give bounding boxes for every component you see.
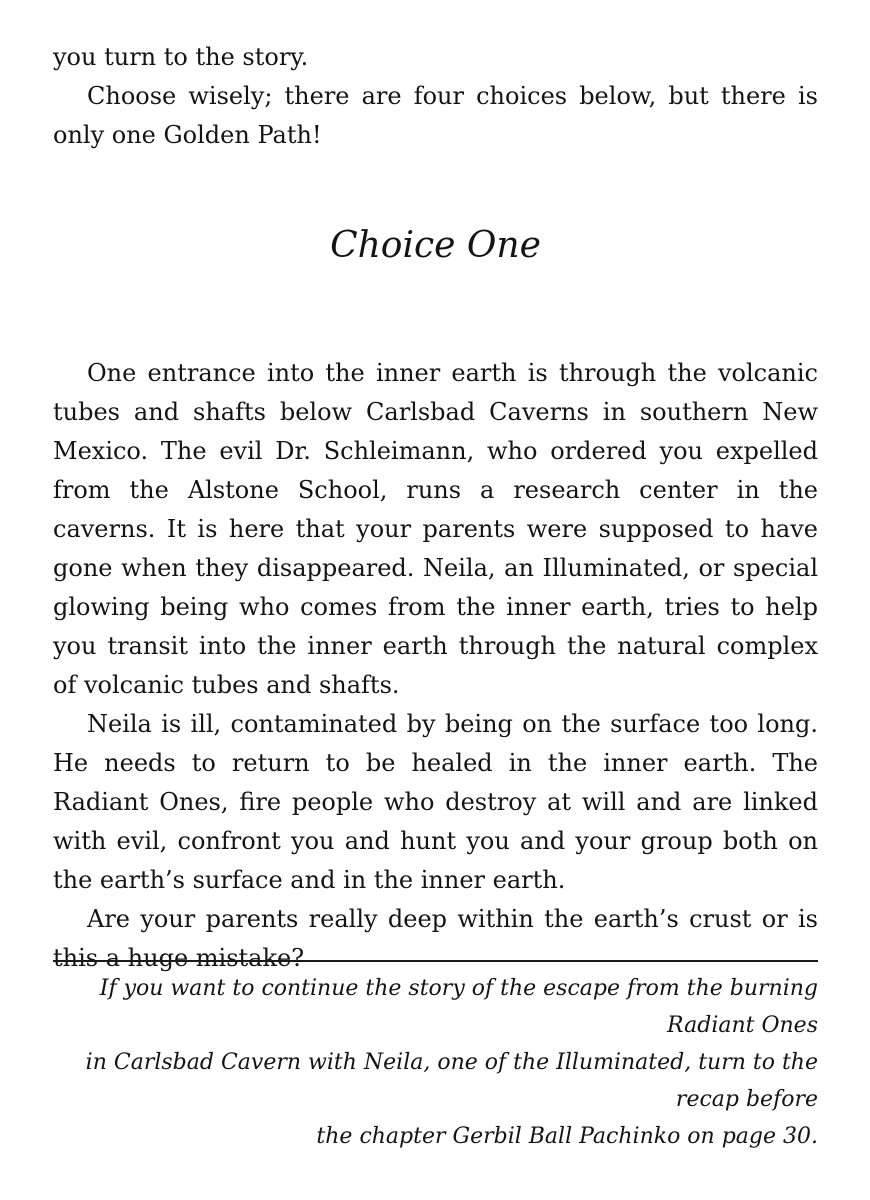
- chapter-title: Choice One: [330, 225, 541, 266]
- body-paragraph-3: Are your parents really deep within the earth’s crust or is this a huge mistake?: [53, 905, 818, 972]
- intro-choose-wisely-paragraph: Choose wisely; there are four choices below, but there is only one Golden Path!: [53, 82, 818, 149]
- body-paragraph-1: One entrance into the inner earth is through the volcanic tubes and shafts below Carlsbad Caverns in southern New Mexico. The evil Dr. Schleimann, who ordered you expelled from the Alstone School, runs a research center in the caverns. It is here that your parents were supposed to have gone when they disappeared. Neila, an Illuminated, or special glowing being who comes from the inner earth, tries to help you transit into the inner earth through the natural complex of volcanic tubes and shafts.: [53, 359, 818, 699]
- section-divider: [53, 960, 818, 962]
- turn-to-page-instruction: [53, 970, 818, 1155]
- body-paragraph-2: Neila is ill, contaminated by being on the surface too long. He needs to return to be healed in the inner earth. The Radiant Ones, fire people who destroy at will and are linked with evil, confront you and hunt you and your group both on the earth’s surface and in the inner earth.: [53, 710, 818, 894]
- instruction-line-3: the chapter Gerbil Ball Pachinko on page 30.: [316, 1124, 818, 1149]
- book-page: [53, 38, 818, 1149]
- intro-continuation-paragraph: you turn to the story.: [53, 43, 309, 71]
- choice-body: [53, 354, 818, 978]
- instruction-line-1: If you want to continue the story of the escape from the burning Radiant Ones: [99, 976, 818, 1038]
- instruction-line-2: in Carlsbad Cavern with Neila, one of the Illuminated, turn to the recap before: [85, 1050, 818, 1112]
